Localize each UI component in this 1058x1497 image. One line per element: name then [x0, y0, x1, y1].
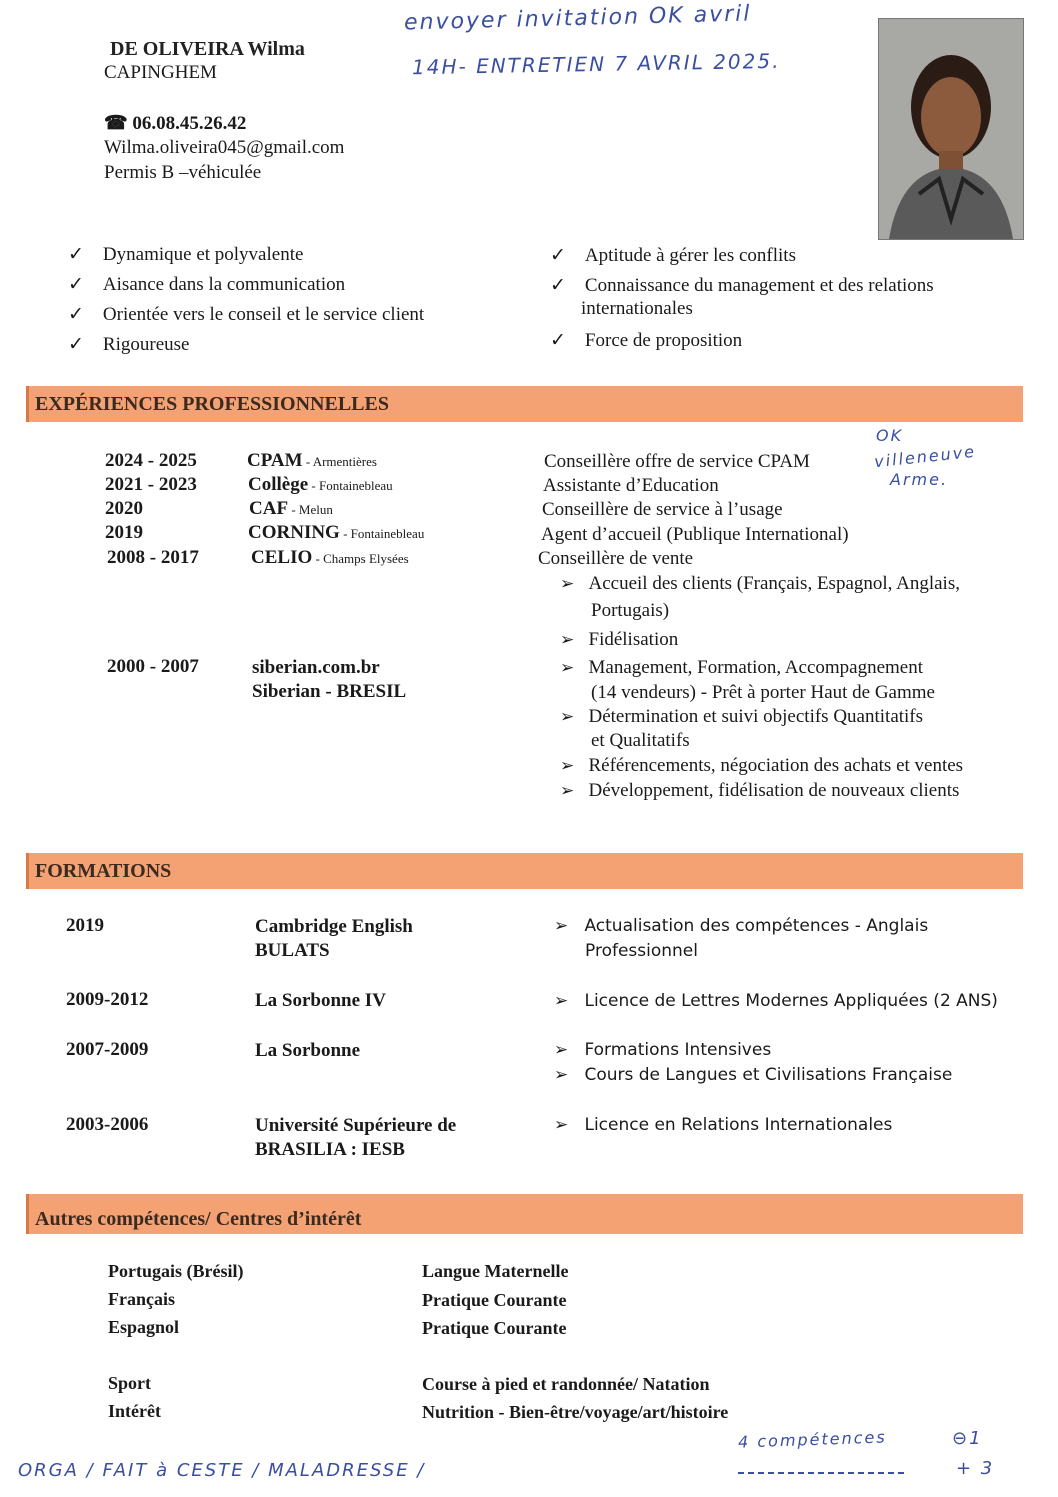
job-employer: CAF - Melun: [249, 498, 333, 519]
handwritten-note-bottom-right-2: + 3: [956, 1458, 995, 1479]
quality-right-2-cont: internationales: [581, 298, 693, 319]
handwritten-note-side-2: villeneuve: [873, 441, 977, 472]
job-years: 2020: [105, 498, 143, 519]
quality-right-2: ✓ Connaissance du management et des relations: [550, 275, 934, 296]
job-employer: CORNING - Fontainebleau: [248, 522, 425, 543]
formations-title: FORMATIONS: [35, 860, 172, 882]
handwritten-note-side-1: OK: [876, 426, 904, 445]
formation-desc: ➢ Cours de Langues et Civilisations Française: [554, 1065, 953, 1085]
handwritten-note-bottom-right-1: 4 compétences: [737, 1427, 887, 1452]
formation-desc-cont: Professionnel: [585, 941, 698, 961]
job-employer-site: siberian.com.br: [252, 657, 380, 678]
job-employer: Collège - Fontainebleau: [248, 474, 393, 495]
formation-school: Cambridge English: [255, 916, 413, 937]
job-role: Agent d’accueil (Publique International): [541, 524, 849, 545]
handwritten-note-top-1: envoyer invitation OK avril: [403, 1, 752, 36]
phone-number: 06.08.45.26.42: [132, 113, 247, 134]
skill-label: Français: [108, 1289, 175, 1309]
skill-value: Nutrition - Bien-être/voyage/art/histoire: [422, 1402, 729, 1422]
formation-school: La Sorbonne: [255, 1040, 361, 1061]
job-role: Conseillère de service à l’usage: [542, 499, 783, 520]
skill-value: Pratique Courante: [422, 1318, 567, 1338]
job-bullet: ➢ Management, Formation, Accompagnement: [560, 657, 924, 678]
handwritten-note-bottom-minus: ⊖1: [952, 1428, 983, 1449]
job-role: Assistante d’Education: [543, 475, 719, 496]
quality-left-3: ✓ Orientée vers le conseil et le service client: [68, 304, 425, 325]
quality-left-1: ✓ Dynamique et polyvalente: [68, 244, 304, 265]
job-employer: Siberian - BRESIL: [252, 681, 407, 702]
handwritten-note-side-3: Arme.: [890, 470, 949, 489]
job-role: Conseillère offre de service CPAM: [544, 451, 810, 472]
quality-left-4: ✓ Rigoureuse: [68, 334, 190, 355]
formation-year: 2019: [66, 915, 104, 936]
quality-right-3: ✓ Force de proposition: [550, 330, 743, 351]
profile-photo: [878, 18, 1024, 240]
handwritten-note-bottom-left: ORGA / FAIT à CESTE / MALADRESSE /: [18, 1460, 426, 1481]
job-years: 2000 - 2007: [107, 656, 199, 677]
job-role: Conseillère de vente: [538, 548, 694, 569]
formation-school-cont: BRASILIA : IESB: [255, 1139, 405, 1160]
job-bullet: ➢ Détermination et suivi objectifs Quantitatifs: [560, 706, 924, 727]
skill-label: Espagnol: [108, 1317, 180, 1337]
formation-desc: ➢ Actualisation des compétences - Anglais: [554, 916, 929, 936]
profile-photo-icon: [879, 19, 1023, 239]
skill-label: Sport: [108, 1373, 152, 1393]
formation-year: 2003-2006: [66, 1114, 149, 1135]
handwritten-dash-line: [738, 1472, 904, 1474]
skill-value: Course à pied et randonnée/ Natation: [422, 1374, 710, 1394]
job-bullet-cont: Portugais): [591, 600, 670, 621]
experience-section-header: [26, 386, 1023, 422]
skill-label: Portugais (Brésil): [108, 1261, 244, 1281]
job-bullet-cont: (14 vendeurs) - Prêt à porter Haut de Gamme: [591, 682, 935, 703]
job-years: 2019: [105, 522, 143, 543]
job-years: 2008 - 2017: [107, 547, 199, 568]
job-years: 2021 - 2023: [105, 474, 197, 495]
quality-left-2: ✓ Aisance dans la communication: [68, 274, 346, 295]
email-address: Wilma.oliveira045@gmail.com: [104, 137, 345, 158]
skill-value: Langue Maternelle: [422, 1261, 569, 1281]
formation-school: La Sorbonne IV: [255, 990, 386, 1011]
formation-desc: ➢ Licence en Relations Internationales: [554, 1115, 893, 1135]
candidate-city: CAPINGHEM: [104, 62, 217, 83]
skill-label: Intérêt: [108, 1401, 161, 1421]
phone-line: [104, 112, 246, 135]
job-bullet-cont: et Qualitatifs: [591, 730, 690, 751]
skill-value: Pratique Courante: [422, 1290, 567, 1310]
experience-title: EXPÉRIENCES PROFESSIONNELLES: [35, 393, 389, 415]
formation-year: 2007-2009: [66, 1039, 149, 1060]
job-bullet: ➢ Développement, fidélisation de nouveaux clients: [560, 780, 960, 801]
others-title: Autres compétences/ Centres d’intérêt: [35, 1208, 362, 1230]
quality-right-1: ✓ Aptitude à gérer les conflits: [550, 245, 796, 266]
handwritten-note-top-2: 14H- ENTRETIEN 7 AVRIL 2025.: [411, 48, 781, 80]
formations-section-header: [26, 853, 1023, 889]
formation-year: 2009-2012: [66, 989, 149, 1010]
job-years: 2024 - 2025: [105, 450, 197, 471]
formation-desc: ➢ Formations Intensives: [554, 1040, 772, 1060]
job-employer: CELIO - Champs Elysées: [251, 547, 409, 568]
formation-school-cont: BULATS: [255, 940, 330, 961]
job-bullet: ➢ Accueil des clients (Français, Espagnol, Anglais,: [560, 573, 960, 594]
job-bullet: ➢ Fidélisation: [560, 629, 679, 650]
candidate-name: DE OLIVEIRA Wilma: [110, 38, 305, 60]
job-employer: CPAM - Armentières: [247, 450, 377, 471]
phone-icon: ☎: [104, 113, 128, 134]
others-section-header: [26, 1194, 1023, 1234]
formation-desc: ➢ Licence de Lettres Modernes Appliquées (2 ANS): [554, 991, 998, 1011]
driving-license: Permis B –véhiculée: [104, 162, 262, 183]
job-bullet: ➢ Référencements, négociation des achats et ventes: [560, 755, 964, 776]
formation-school: Université Supérieure de: [255, 1115, 457, 1136]
